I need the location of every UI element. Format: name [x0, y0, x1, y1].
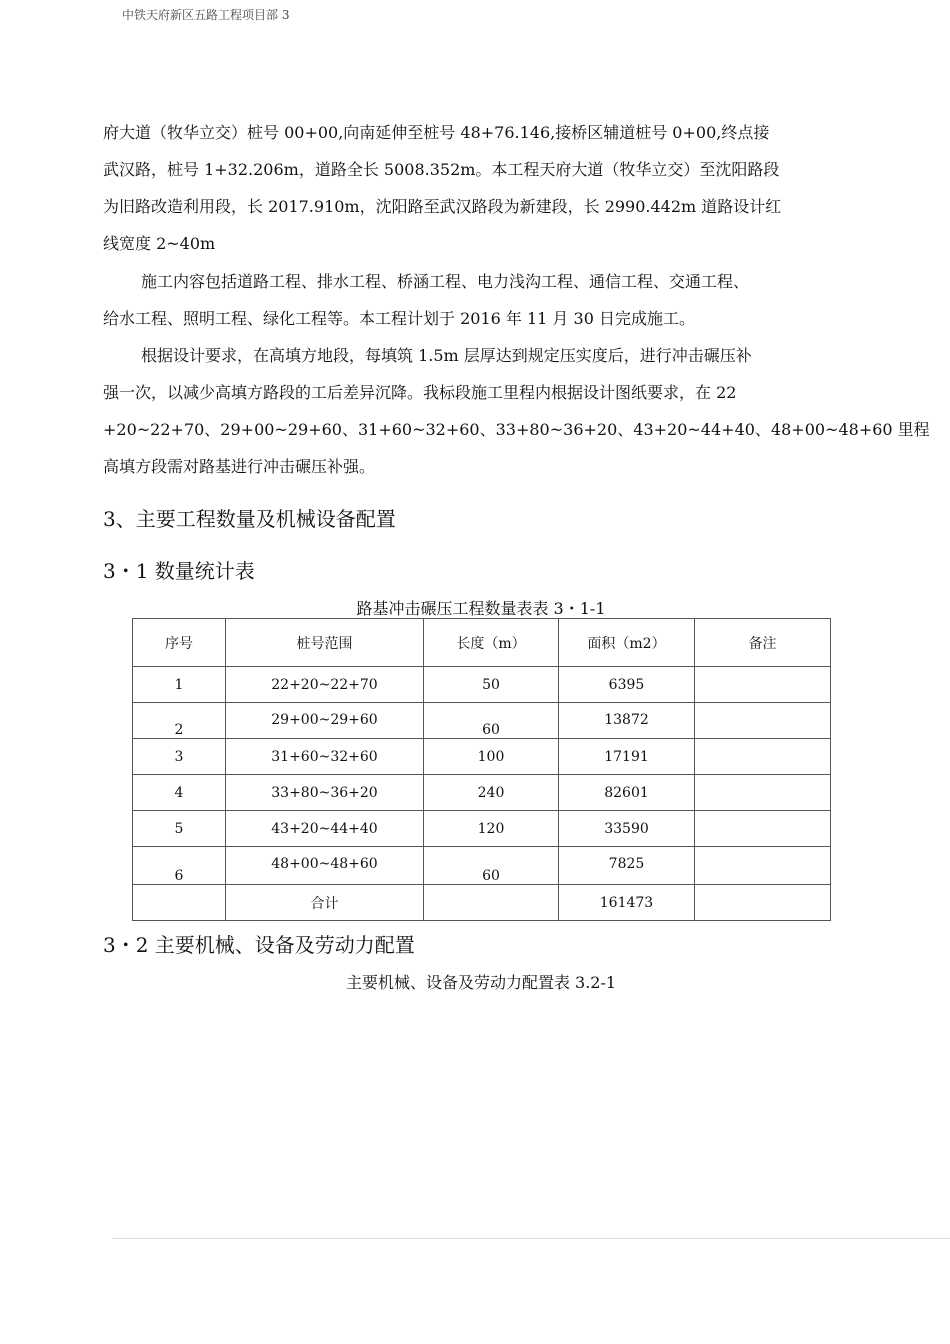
table-cell: 43+20~44+40 — [226, 811, 424, 847]
section-heading-3: 3、主要工程数量及机械设备配置 — [103, 507, 396, 531]
table-cell: 13872 — [559, 703, 695, 739]
header-cell: 序号 — [133, 619, 226, 667]
text-line: 根据设计要求，在高填方地段，每填筑 1.5m 层厚达到规定压实度后，进行冲击碾压补 — [141, 346, 752, 365]
page-header: 中铁天府新区五路工程项目部 3 — [122, 8, 290, 22]
section-heading-3-2: 3・2 主要机械、设备及劳动力配置 — [103, 933, 415, 957]
total-value: 161473 — [559, 885, 695, 921]
quantity-table — [132, 618, 831, 921]
table-cell: 6395 — [559, 667, 695, 703]
text-line: 高填方段需对路基进行冲击碾压补强。 — [103, 457, 376, 476]
text-line: +20~22+70、29+00~29+60、31+60~32+60、33+80~36+20、43+20~44+40、48+00~48+60 里程 — [103, 420, 930, 439]
table-caption: 路基冲击碾压工程数量表表 3・1-1 — [356, 599, 606, 618]
table-cell: 7825 — [559, 847, 695, 885]
table-cell: 3 — [133, 739, 226, 775]
text-line: 线宽度 2~40m — [103, 234, 216, 253]
paragraph-2 — [103, 263, 863, 337]
table-cell: 1 — [133, 667, 226, 703]
table-cell: 17191 — [559, 739, 695, 775]
table-cell: 31+60~32+60 — [226, 739, 424, 775]
table-cell: 82601 — [559, 775, 695, 811]
table-cell — [695, 703, 831, 739]
text-line: 为旧路改造利用段，长 2017.910m，沈阳路至武汉路段为新建段，长 2990.442m 道路设计红 — [103, 197, 782, 216]
table-cell: 100 — [424, 739, 559, 775]
section-heading-3-1: 3・1 数量统计表 — [103, 559, 255, 583]
table-row — [133, 703, 831, 739]
paragraph-1 — [103, 114, 863, 262]
header-cell: 备注 — [695, 619, 831, 667]
table-cell — [695, 811, 831, 847]
table-cell: 33+80~36+20 — [226, 775, 424, 811]
table-cell — [424, 885, 559, 921]
table-cell: 29+00~29+60 — [226, 703, 424, 739]
table-cell: 2 — [133, 703, 226, 739]
header-cell: 面积（m2） — [559, 619, 695, 667]
table-cell: 240 — [424, 775, 559, 811]
table-cell — [133, 885, 226, 921]
header-cell: 长度（m） — [424, 619, 559, 667]
table-cell — [695, 667, 831, 703]
header-cell: 桩号范围 — [226, 619, 424, 667]
table-row — [133, 847, 831, 885]
table-cell: 48+00~48+60 — [226, 847, 424, 885]
table-cell: 22+20~22+70 — [226, 667, 424, 703]
table-row — [133, 775, 831, 811]
table2-caption: 主要机械、设备及劳动力配置表 3.2-1 — [345, 973, 617, 992]
table-cell: 5 — [133, 811, 226, 847]
table-row — [133, 811, 831, 847]
table-cell: 50 — [424, 667, 559, 703]
table-row — [133, 739, 831, 775]
text-line: 强一次，以减少高填方路段的工后差异沉降。我标段施工里程内根据设计图纸要求，在 22 — [103, 383, 737, 402]
table-total-row — [133, 885, 831, 921]
text-line: 给水工程、照明工程、绿化工程等。本工程计划于 2016 年 11 月 30 日完成施工。 — [103, 309, 695, 328]
total-label: 合计 — [226, 885, 424, 921]
table-cell — [695, 885, 831, 921]
table-cell: 120 — [424, 811, 559, 847]
text-line: 府大道（牧华立交）桩号 00+00,向南延伸至桩号 48+76.146,接桥区辅道桩号 0+00,终点接 — [103, 123, 770, 142]
table-cell — [695, 775, 831, 811]
paragraph-3 — [103, 337, 930, 485]
table-cell: 6 — [133, 847, 226, 885]
table-cell: 33590 — [559, 811, 695, 847]
table-cell: 60 — [424, 847, 559, 885]
footer-divider — [112, 1238, 950, 1239]
text-line: 武汉路，桩号 1+32.206m，道路全长 5008.352m。本工程天府大道（牧华立交）至沈阳路段 — [103, 160, 780, 179]
table-cell — [695, 739, 831, 775]
table-cell: 60 — [424, 703, 559, 739]
table-cell: 4 — [133, 775, 226, 811]
table-header-row — [133, 619, 831, 667]
text-line: 施工内容包括道路工程、排水工程、桥涵工程、电力浅沟工程、通信工程、交通工程、 — [141, 272, 750, 291]
table-row — [133, 667, 831, 703]
table-cell — [695, 847, 831, 885]
